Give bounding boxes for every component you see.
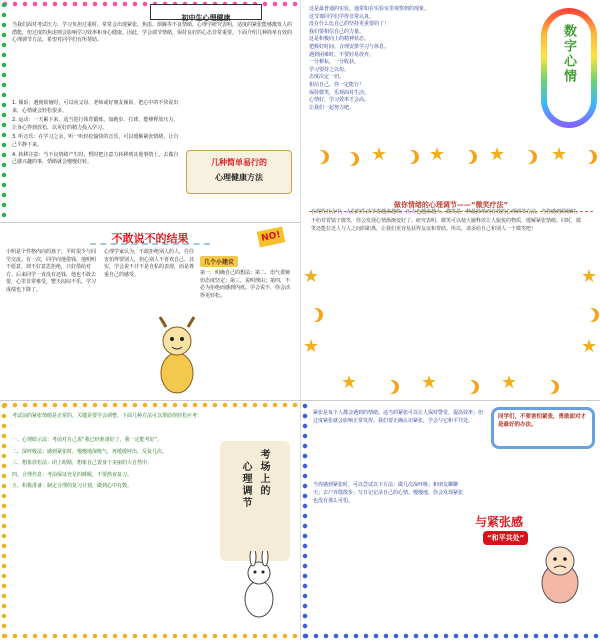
star-icon: ★ (421, 372, 438, 393)
moon-icon (381, 380, 395, 394)
list-item: 把握好时间，合理安排学习与休息。 (309, 43, 390, 50)
rainbow-title-bg (541, 8, 597, 128)
dotted-border-left (0, 0, 8, 222)
intro-paragraph: 考试前的紧张情绪是正常的，关键是要学会调整。下面几种方法可以帮助你轻松应考： (12, 413, 203, 419)
star-icon: ★ (303, 266, 320, 287)
method-item: 4. 转移注意：当不良情绪产生时，暂时把注意力转移到其他事情上，去做自己感兴趣的事，情绪就会慢慢好转。 (12, 151, 179, 166)
body-paragraph-1: 紧张是每个人都会遇到的情绪。适当的紧张可以让人保持警觉，提高效率；但过度紧张就会影响正常发挥。我们要正确认识紧张，学会与它和平共处。 (313, 410, 484, 424)
list-item: 相信自己，你一定能行！ (309, 81, 365, 88)
panel-middle-left (0, 222, 300, 400)
line-list (309, 6, 534, 112)
list-item: 这是最普通的实验，通常如在实验室里观察到的现象。 (309, 6, 430, 12)
moon-icon (401, 150, 415, 164)
panel-middle-right (300, 168, 600, 400)
article-title: 不敢说不的结果 (111, 232, 189, 245)
tip-box-text: 同学们，不要害怕紧张，勇敢面对才是最好的办法。 (498, 414, 587, 428)
star-icon: ★ (501, 372, 518, 393)
tip-item: 三、想象放松法：闭上眼睛，想象自己置身于美丽的大自然中。 (12, 460, 153, 467)
dotted-border-left (0, 401, 8, 640)
panel-bottom-right (300, 400, 600, 640)
star-icon: ★ (581, 336, 598, 357)
method-item: 3. 听音乐：在学习之余，听一听轻松愉快的音乐，可以缓解紧张情绪，让自己平静下来。 (12, 134, 179, 148)
col2-text: 心理学家认为，不敢拒绝别人的人，往往害怕得罪别人，担心别人不喜欢自己。其实，学会说不并不是自私的表现，而是尊重自己的感受。 (104, 249, 195, 278)
method-item: 2. 运动：一天累下来，适当进行体育锻炼，如跑步、打球，能够释放压力，让身心得到放松，以更好的精力投入学习。 (12, 117, 179, 131)
body-paragraph-2: 当你感到紧张时，可以尝试以下方法：做几次深呼吸；和朋友聊聊天；去户外散散步；写日记记录自己的心情。慢慢地，你会发现紧张也没有那么可怕。 (313, 482, 464, 504)
sticker (471, 491, 591, 611)
rabbit-illustration (234, 551, 284, 621)
method-list (12, 100, 180, 167)
col3 (200, 249, 294, 300)
method-banner (186, 150, 292, 194)
tip-item: 一、心理暗示法：考前对自己说“我已经准备好了，我一定能考好”。 (12, 437, 163, 443)
tip-box (491, 407, 595, 449)
list-item: 让我们一起努力吧。 (309, 104, 355, 111)
side-title: 数字心情 (561, 24, 576, 84)
list-item: 一分耕耘，一分收获。 (309, 59, 360, 66)
tip-item: 四、合理作息：考前保证充足的睡眠，不要熬夜复习。 (12, 471, 133, 478)
list-item: 心情好，学习效率才会高。 (309, 97, 370, 104)
list-item: 没有什么比自己的坚持更重要的了！ (309, 21, 390, 28)
list-item: 我们要相信自己的力量。 (309, 28, 365, 35)
star-icon: ★ (551, 144, 568, 165)
star-icon: ★ (371, 144, 388, 165)
banner-line2: 心理健康方法 (215, 173, 263, 182)
sticker-sub: “和平共处” (483, 531, 528, 545)
tip-item: 五、积极准备：制定合理的复习计划，做到心中有数。 (12, 483, 133, 490)
header-title: 初中生心理健康 (181, 14, 231, 22)
no-badge: NO! (257, 226, 286, 247)
header-box (150, 4, 262, 20)
moon-icon (459, 150, 473, 164)
list-item: 态度决定一切。 (309, 74, 345, 81)
dotted-border-top (0, 401, 300, 409)
tip-item: 二、深呼吸法：感到紧张时，慢慢地深吸气，再缓缓呼出，反复几次。 (12, 448, 168, 455)
badge-line2: 心理调节 (240, 461, 251, 509)
panel-bottom-left (0, 400, 300, 640)
star-icon: ★ (429, 144, 446, 165)
list-item: 学习要持之以恒。 (309, 66, 350, 73)
dotted-border-bottom (301, 632, 600, 640)
sticker-title: 与紧张感 (475, 515, 524, 529)
article-title: 做你情绪的心理调节——“微笑疗法” (393, 201, 509, 209)
moon-icon (519, 150, 533, 164)
moon-icon (461, 380, 475, 394)
moon-icon (579, 150, 593, 164)
list-item: 遇到困难时，不要轻易放弃。 (309, 51, 375, 58)
dotted-border-bottom (0, 632, 300, 640)
method-item: 1. 倾诉：遇到烦恼时，可以向父母、老师或好朋友倾诉，把心中的不快说出来，心情就会轻松很多。 (12, 100, 179, 114)
list-item: 这是积极向上的精神状态。 (309, 36, 370, 43)
goat-illustration (150, 315, 204, 395)
moon-icon (341, 152, 355, 166)
moon-icon (311, 150, 325, 164)
worried-figure-illustration (531, 541, 589, 607)
col1-text: 小明是个性格内向的孩子，平时很少与同学交流。有一次，同学向他借钱，他明明不愿意，却不好意思拒绝，只好借给对方。后来同学一直没有还钱，他也不敢去要，心里非常难受，整天闷闷不乐，学习成绩也下降了。 (6, 249, 97, 293)
moon-icon (541, 380, 555, 394)
list-item: 这节课同学们学得非常认真。 (309, 13, 375, 20)
list-item: 保持微笑，乐观面对生活。 (309, 89, 370, 96)
exam-badge (220, 441, 290, 561)
article-title-box (90, 227, 210, 245)
star-icon: ★ (489, 144, 506, 165)
intro-paragraph: 当我们面对考试压力，学习负担过重时，常常会出现紧张、焦虑、烦躁等不良情绪。心理学研究表明，适度的紧张能够激发人的潜能，但过度的焦虑则会影响学习效率和身心健康。因此，学会调节情绪，保持良好的心态非常重要。下面介绍几种简单有效的心理调节方法，希望对同学们有所帮助。 (12, 22, 293, 44)
star-icon: ★ (303, 336, 320, 357)
dotted-border-left (301, 401, 309, 640)
col3-title: 几个小建议 (200, 256, 238, 267)
col3-text: 第一，明确自己的想法；第二，语气委婉但态度坚定；第三，说明理由；第四，不必为拒绝而感到内疚。学会说不，你会活得更轻松。 (200, 270, 291, 299)
moon-icon (581, 308, 595, 322)
badge-line1: 考场上的 (258, 449, 269, 497)
star-icon: ★ (341, 372, 358, 393)
moon-icon (305, 308, 319, 322)
banner-line1: 几种简单易行的 (211, 158, 267, 167)
star-icon: ★ (581, 266, 598, 287)
article-body: 在现代社会中，人们的生活节奏越来越快，压力也越来越大。微笑是一种最简单而有效的心理调节方法。当你感到烦恼时，不妨对着镜子微笑，你会发现心情渐渐变好了。研究表明，微笑可以使大脑释放让人愉悦的物质，缓解紧张情绪。同时，微笑还能拉近人与人之间的距离，让我们更容易获得友谊和帮助。所以，请多给自己和别人一个微笑吧！ (311, 209, 582, 233)
tip-list (12, 437, 212, 491)
panel-top-left (0, 0, 300, 222)
